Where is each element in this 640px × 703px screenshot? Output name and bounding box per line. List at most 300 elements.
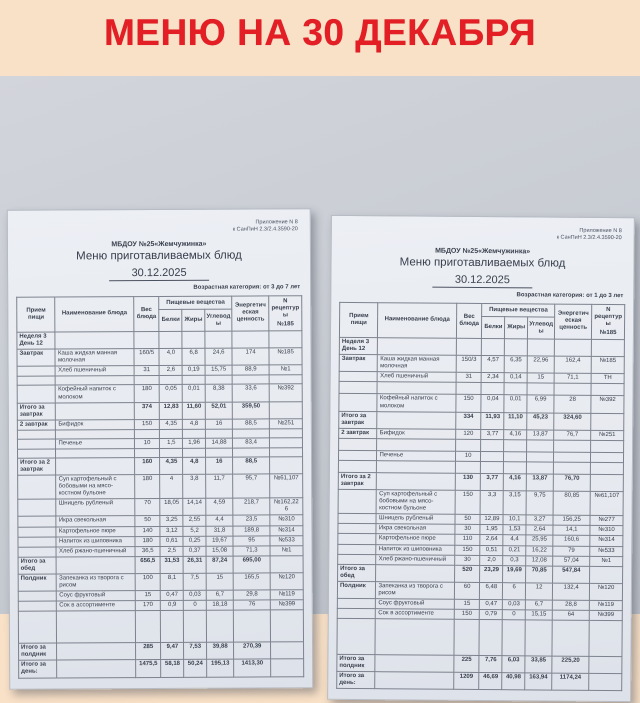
cell-weight [134, 332, 160, 349]
cell-fat: 0,14 [504, 373, 527, 383]
cell-recipe [589, 657, 622, 674]
table-row [19, 642, 304, 661]
cell-energy [233, 448, 270, 457]
table-row [17, 348, 302, 367]
cell-meal: Полдник [18, 574, 57, 591]
cell-fat: 3,15 [503, 491, 526, 515]
cell-protein: 12,89 [480, 515, 503, 525]
cell-protein: 4,35 [160, 419, 183, 429]
cell-dish [377, 382, 455, 395]
cell-carbs: 19,67 [206, 536, 233, 546]
cell-dish: Икра свекольная [56, 516, 134, 526]
table-row [339, 411, 624, 430]
table-row [18, 610, 303, 643]
cell-fat [505, 339, 528, 356]
cell-carbs: 18,18 [206, 600, 233, 610]
col-header-weight: Вес блюда [134, 296, 160, 331]
cell-carbs: 163,94 [525, 673, 552, 690]
cell-energy: 324,60 [554, 413, 591, 430]
cell-carbs: 16 [205, 419, 232, 429]
cell-dish: Шницель рубленый [56, 499, 134, 517]
cell-protein [481, 383, 504, 395]
cell-dish: Икра свекольная [376, 524, 454, 535]
cell-recipe: №119 [589, 600, 622, 610]
cell-protein [481, 461, 504, 473]
cell-carbs: 6,7 [206, 590, 233, 600]
table-row [18, 573, 303, 592]
cell-protein: 6,48 [480, 582, 503, 599]
menu-document-ages-3-7 [7, 208, 314, 689]
cell-carbs [525, 620, 552, 656]
cell-recipe: №120 [590, 583, 623, 600]
cell-weight: 31 [134, 366, 160, 376]
table-row [18, 457, 303, 476]
cell-carbs: 13,87 [527, 430, 554, 440]
cell-dish [56, 402, 134, 420]
cell-meal: Завтрак [17, 349, 56, 366]
cell-recipe [269, 331, 302, 348]
cell-energy: 359,50 [232, 402, 269, 419]
cell-weight: 110 [455, 535, 481, 545]
cell-protein [160, 376, 183, 385]
cell-carbs: 9,75 [526, 491, 553, 515]
recipe-header-number: №185 [277, 321, 294, 328]
document-title: Меню приготавливаемых блюд [76, 249, 242, 263]
cell-recipe: №185 [591, 357, 624, 374]
cell-energy [554, 339, 591, 356]
cell-weight: 180 [134, 385, 160, 402]
cell-energy: 57,04 [553, 556, 590, 566]
cell-meal: Итого за завтрак [339, 411, 378, 428]
cell-recipe: №399 [270, 600, 303, 610]
cell-protein: 0,47 [161, 590, 184, 600]
cell-carbs: 70,85 [526, 566, 553, 583]
cell-protein: 4 [160, 474, 183, 498]
table-row [338, 564, 623, 583]
cell-dish: Запеканка из творога с рисом [376, 582, 455, 600]
cell-dish: Кофейный напиток с молоком [56, 385, 134, 403]
cell-carbs: 8,38 [205, 385, 232, 402]
cell-meal: Неделя 3 День 12 [17, 332, 56, 349]
cell-recipe [591, 339, 624, 356]
cell-fat [183, 429, 206, 438]
cell-recipe [591, 452, 624, 462]
cell-recipe [591, 413, 624, 430]
cell-carbs: 25,95 [526, 535, 553, 545]
cell-meal [337, 608, 376, 618]
cell-fat: 19,69 [503, 565, 526, 582]
cell-fat: 26,31 [183, 556, 206, 573]
cell-dish: Соус фруктовый [376, 599, 454, 610]
cell-meal [18, 547, 57, 557]
cell-protein: 0,05 [160, 385, 183, 402]
cell-weight: 70 [135, 499, 161, 516]
cell-weight: 656,5 [135, 556, 161, 573]
cell-carbs: 6,7 [525, 600, 552, 610]
cell-recipe: №61,107 [590, 491, 623, 515]
cell-fat: 0,3 [503, 555, 526, 565]
cell-fat: 40,98 [502, 673, 525, 690]
cell-energy: 174 [232, 348, 269, 365]
cell-meal [338, 544, 377, 554]
cell-dish [56, 376, 134, 385]
cell-meal: Полдник [337, 581, 376, 598]
cell-energy: 29,8 [233, 590, 270, 600]
cell-carbs: 3,27 [526, 515, 553, 525]
col-header-energy: Энергетическая ценность [232, 296, 269, 332]
cell-recipe: №251 [270, 419, 303, 429]
table-row [19, 659, 304, 678]
cell-carbs: 13,87 [526, 474, 553, 491]
col-header-fat: Жиры [182, 310, 205, 332]
cell-energy [554, 452, 591, 462]
cell-energy: 80,85 [553, 491, 590, 516]
cell-dish [378, 338, 457, 356]
cell-recipe: №1 [269, 365, 302, 375]
cell-weight [455, 439, 481, 451]
cell-dish: Хлеб пшеничный [378, 372, 456, 383]
cell-weight: 1209 [454, 673, 480, 690]
cell-fat: 11,60 [183, 402, 206, 419]
cell-energy: 71,1 [554, 373, 591, 383]
cell-dish: Картофельное пюре [376, 534, 454, 545]
cell-fat: 0,01 [504, 395, 527, 412]
cell-carbs [527, 383, 554, 395]
cell-fat: 0,21 [503, 545, 526, 555]
cell-recipe: №310 [270, 515, 303, 525]
table-row [339, 337, 624, 356]
cell-fat: 50,24 [184, 660, 207, 677]
cell-dish: Хлеб ржано-пшеничный [376, 554, 454, 565]
cell-dish: Сок в ассортименте [57, 601, 135, 611]
cell-recipe: №1 [270, 545, 303, 555]
cell-meal: Итого за обед [18, 557, 57, 574]
col-header-dish: Наименование блюда [55, 296, 134, 332]
cell-fat: 1,53 [503, 525, 526, 535]
cell-fat: 6 [503, 583, 526, 600]
cell-meal [339, 382, 378, 394]
cell-protein: 0,51 [480, 545, 503, 555]
cell-meal [18, 527, 57, 537]
cell-dish: Печенье [377, 451, 455, 462]
cell-carbs [527, 452, 554, 462]
cell-carbs [527, 339, 554, 356]
cell-energy: 162,4 [554, 356, 591, 373]
cell-fat [182, 331, 205, 348]
cell-protein: 23,29 [480, 565, 503, 582]
cell-protein: 0,79 [480, 610, 503, 620]
table-row [18, 498, 303, 517]
cell-meal [17, 376, 56, 385]
cell-meal [338, 450, 377, 460]
cell-recipe: №185 [269, 348, 302, 365]
recipe-header-number: №185 [599, 329, 617, 337]
table-row [338, 472, 623, 491]
cell-energy: 270,39 [234, 642, 271, 659]
cell-meal: Неделя 3 День 12 [339, 337, 378, 354]
cell-fat: 0,01 [182, 385, 205, 402]
cell-fat [183, 448, 206, 457]
cell-fat: 3,8 [183, 474, 206, 498]
cell-fat: 4,4 [503, 535, 526, 545]
cell-meal [18, 449, 57, 458]
table-row [337, 672, 622, 691]
cell-energy: 95,7 [233, 474, 270, 498]
cell-recipe [271, 659, 304, 676]
cell-weight: 225 [454, 655, 480, 672]
cell-dish [57, 660, 135, 678]
cell-energy: 76 [233, 600, 270, 610]
cell-weight: 15 [454, 599, 480, 609]
cell-energy: 156,25 [553, 515, 590, 525]
cell-recipe: №533 [590, 546, 623, 556]
table-row [18, 556, 303, 575]
cell-fat: 0,19 [182, 366, 205, 376]
cell-recipe: ТН [591, 374, 624, 384]
col-header-carbs: Углеводы [205, 310, 232, 332]
cell-weight: 520 [454, 565, 480, 582]
cell-weight: 170 [135, 601, 161, 611]
age-category: Возрастная категория: от 1 до 3 лет [516, 292, 624, 299]
col-header-carbs: Углеводы [528, 317, 555, 339]
cell-weight: 10 [134, 438, 160, 448]
cell-meal [338, 534, 377, 544]
cell-recipe [591, 462, 624, 474]
cell-carbs: 12 [525, 583, 552, 600]
cell-recipe [589, 674, 622, 691]
cell-dish: Картофельное пюре [56, 526, 134, 536]
cell-fat [504, 462, 527, 474]
annotation-line2: к СанПиН 2.3/2.4.3590-20 [556, 234, 622, 241]
cell-recipe [589, 621, 622, 657]
cell-protein: 12,83 [160, 402, 183, 419]
cell-carbs: 4,59 [206, 498, 233, 515]
cell-recipe [270, 448, 303, 457]
cell-energy: 88,9 [232, 365, 269, 375]
cell-carbs [205, 376, 232, 385]
cell-recipe: №392 [269, 384, 302, 401]
regulation-annotation [340, 226, 626, 242]
cell-weight: 130 [455, 473, 481, 490]
cell-energy: 28,8 [552, 600, 589, 610]
cell-energy: 83,4 [233, 438, 270, 448]
cell-energy [554, 440, 591, 452]
cell-fat: 6,8 [182, 348, 205, 365]
table-row [339, 355, 624, 374]
cell-weight [135, 611, 161, 643]
cell-meal [338, 524, 377, 534]
cell-recipe: №119 [270, 590, 303, 600]
cell-weight [134, 429, 160, 438]
header-row [340, 302, 625, 318]
cell-recipe [269, 401, 302, 418]
cell-dish [375, 655, 454, 673]
cell-carbs: 11,7 [206, 474, 233, 498]
cell-weight: 140 [135, 526, 161, 536]
col-header-recipe: N рецептуры №185 [592, 304, 625, 340]
cell-weight: 150 [456, 395, 482, 412]
cell-dish [56, 429, 134, 438]
header-row [17, 296, 302, 311]
cell-carbs: 15,75 [205, 365, 232, 375]
cell-fat: 0 [184, 600, 207, 610]
cell-fat: 2,55 [183, 516, 206, 526]
cell-recipe: №277 [590, 516, 623, 526]
cell-recipe: №314 [270, 525, 303, 535]
cell-energy: 79 [553, 546, 590, 556]
cell-weight: 180 [135, 536, 161, 546]
cell-energy: 76,7 [554, 430, 591, 440]
cell-weight: 50 [135, 516, 161, 526]
cell-meal [17, 385, 56, 402]
cell-dish [375, 619, 454, 656]
cell-carbs [206, 448, 233, 457]
cell-weight: 30 [455, 555, 481, 565]
cell-carbs: 16,22 [526, 545, 553, 555]
cell-energy: 33,6 [232, 384, 269, 401]
cell-carbs: 22,96 [527, 356, 554, 373]
cell-fat [502, 620, 525, 656]
cell-protein: 2,5 [160, 546, 183, 556]
cell-recipe: №120 [270, 573, 303, 590]
cell-meal [338, 489, 377, 514]
cell-fat [504, 452, 527, 462]
cell-carbs: 4,4 [206, 516, 233, 526]
cell-protein: 3,25 [160, 516, 183, 526]
cell-protein [481, 439, 504, 451]
cell-meal [338, 514, 377, 524]
cell-dish: Шницель рубленый [376, 514, 454, 525]
cell-energy: 88,5 [232, 419, 269, 429]
cell-protein: 0,9 [161, 601, 184, 611]
cell-energy: 132,4 [553, 583, 590, 600]
cell-dish: Напиток из шиповника [376, 544, 454, 555]
cell-dish [377, 473, 456, 491]
cell-protein: 9,47 [161, 643, 184, 660]
cell-fat: 10,1 [503, 515, 526, 525]
cell-recipe [270, 429, 303, 438]
cell-protein: 3,12 [160, 526, 183, 536]
col-header-nutrients: Пищевые вещества [482, 303, 555, 317]
cell-fat: 6,35 [504, 356, 527, 373]
cell-recipe: №392 [591, 396, 624, 413]
cell-dish: Печенье [56, 438, 134, 448]
cell-energy [554, 462, 591, 474]
document-date: 30.12.2025 [16, 262, 302, 281]
cell-protein [160, 429, 183, 438]
cell-weight: 150/3 [456, 356, 482, 373]
cell-protein: 0,04 [481, 395, 504, 412]
cell-meal: Итого за полдник [337, 655, 376, 672]
cell-carbs: 15,15 [525, 610, 552, 620]
cell-dish [57, 643, 135, 661]
table-row [17, 401, 302, 420]
page-title: МЕНЮ НА 30 ДЕКАБРЯ [103, 12, 537, 53]
cell-recipe [590, 474, 623, 491]
cell-protein [481, 451, 504, 461]
menu-table [16, 295, 304, 678]
cell-dish: Бифидок [56, 419, 134, 429]
cell-recipe [270, 556, 303, 573]
cell-dish: Напиток из шиповника [56, 536, 134, 546]
cell-dish: Запеканка из творога с рисом [57, 574, 135, 592]
cell-dish: Суп картофельный с бобовыми на мясо-костном бульоне [56, 475, 135, 500]
cell-dish: Каша жидкая манная молочная [378, 355, 457, 373]
cell-protein: 2,64 [480, 535, 503, 545]
cell-meal: Итого за полдник [19, 643, 58, 660]
cell-dish: Хлеб ржано-пшеничный [56, 546, 134, 556]
cell-meal: 2 завтрак [17, 420, 56, 430]
table-row [338, 489, 623, 515]
cell-recipe: №533 [270, 535, 303, 545]
cell-energy: 225,20 [552, 656, 589, 673]
table-row [337, 619, 622, 657]
cell-meal [18, 499, 57, 516]
organization-name: МБДОУ №25«Жемчужинка» [111, 240, 207, 249]
cell-meal [17, 366, 56, 376]
cell-carbs [205, 429, 232, 438]
cell-weight: 120 [455, 429, 481, 439]
cell-fat: 4,16 [504, 429, 527, 439]
cell-energy: 695,00 [233, 556, 270, 573]
table-row [18, 474, 303, 500]
cell-protein: 3,77 [481, 473, 504, 490]
cell-weight: 150 [454, 609, 480, 619]
cell-recipe: №162,226 [270, 498, 303, 515]
cell-protein: 4,57 [482, 356, 505, 373]
cell-protein [159, 331, 182, 348]
cell-protein: 0,47 [480, 600, 503, 610]
menu-document-ages-1-3 [327, 215, 635, 703]
cell-fat: 4,8 [183, 457, 206, 474]
cell-dish [57, 611, 136, 643]
cell-meal [17, 430, 56, 439]
cell-energy: 160,6 [553, 536, 590, 546]
age-category: Возрастная категория: от 3 до 7 лет [193, 284, 301, 291]
cell-dish: Соус фруктовый [57, 591, 135, 601]
table-row [337, 581, 622, 600]
cell-carbs: 39,88 [207, 642, 234, 659]
cell-weight: 180 [134, 475, 160, 499]
cell-protein: 2,34 [482, 373, 505, 383]
cell-protein: 58,18 [161, 660, 184, 677]
cell-energy: 64 [552, 610, 589, 620]
cell-energy [232, 331, 269, 348]
cell-carbs [205, 331, 232, 348]
cell-energy [554, 384, 591, 396]
cell-meal [337, 619, 376, 655]
cell-carbs: 45,23 [527, 412, 554, 429]
cell-weight: 36,5 [135, 546, 161, 556]
cell-dish [377, 439, 455, 452]
cell-carbs: 87,24 [206, 556, 233, 573]
cell-meal [18, 517, 57, 527]
cell-dish: Хлеб пшеничный [56, 366, 134, 376]
cell-fat: 0 [503, 610, 526, 620]
cell-meal [338, 460, 377, 472]
cell-recipe: №310 [590, 526, 623, 536]
cell-weight: 10 [455, 451, 481, 461]
organization-name: МБДОУ №25«Жемчужинка» [435, 247, 531, 256]
cell-weight: 100 [135, 573, 161, 590]
cell-meal [18, 601, 57, 611]
cell-energy: 14,1 [553, 525, 590, 535]
cell-protein [482, 339, 505, 356]
cell-fat [504, 440, 527, 452]
cell-fat [504, 383, 527, 395]
col-header-meal: Прием пищи [339, 302, 378, 338]
cell-recipe [270, 457, 303, 474]
